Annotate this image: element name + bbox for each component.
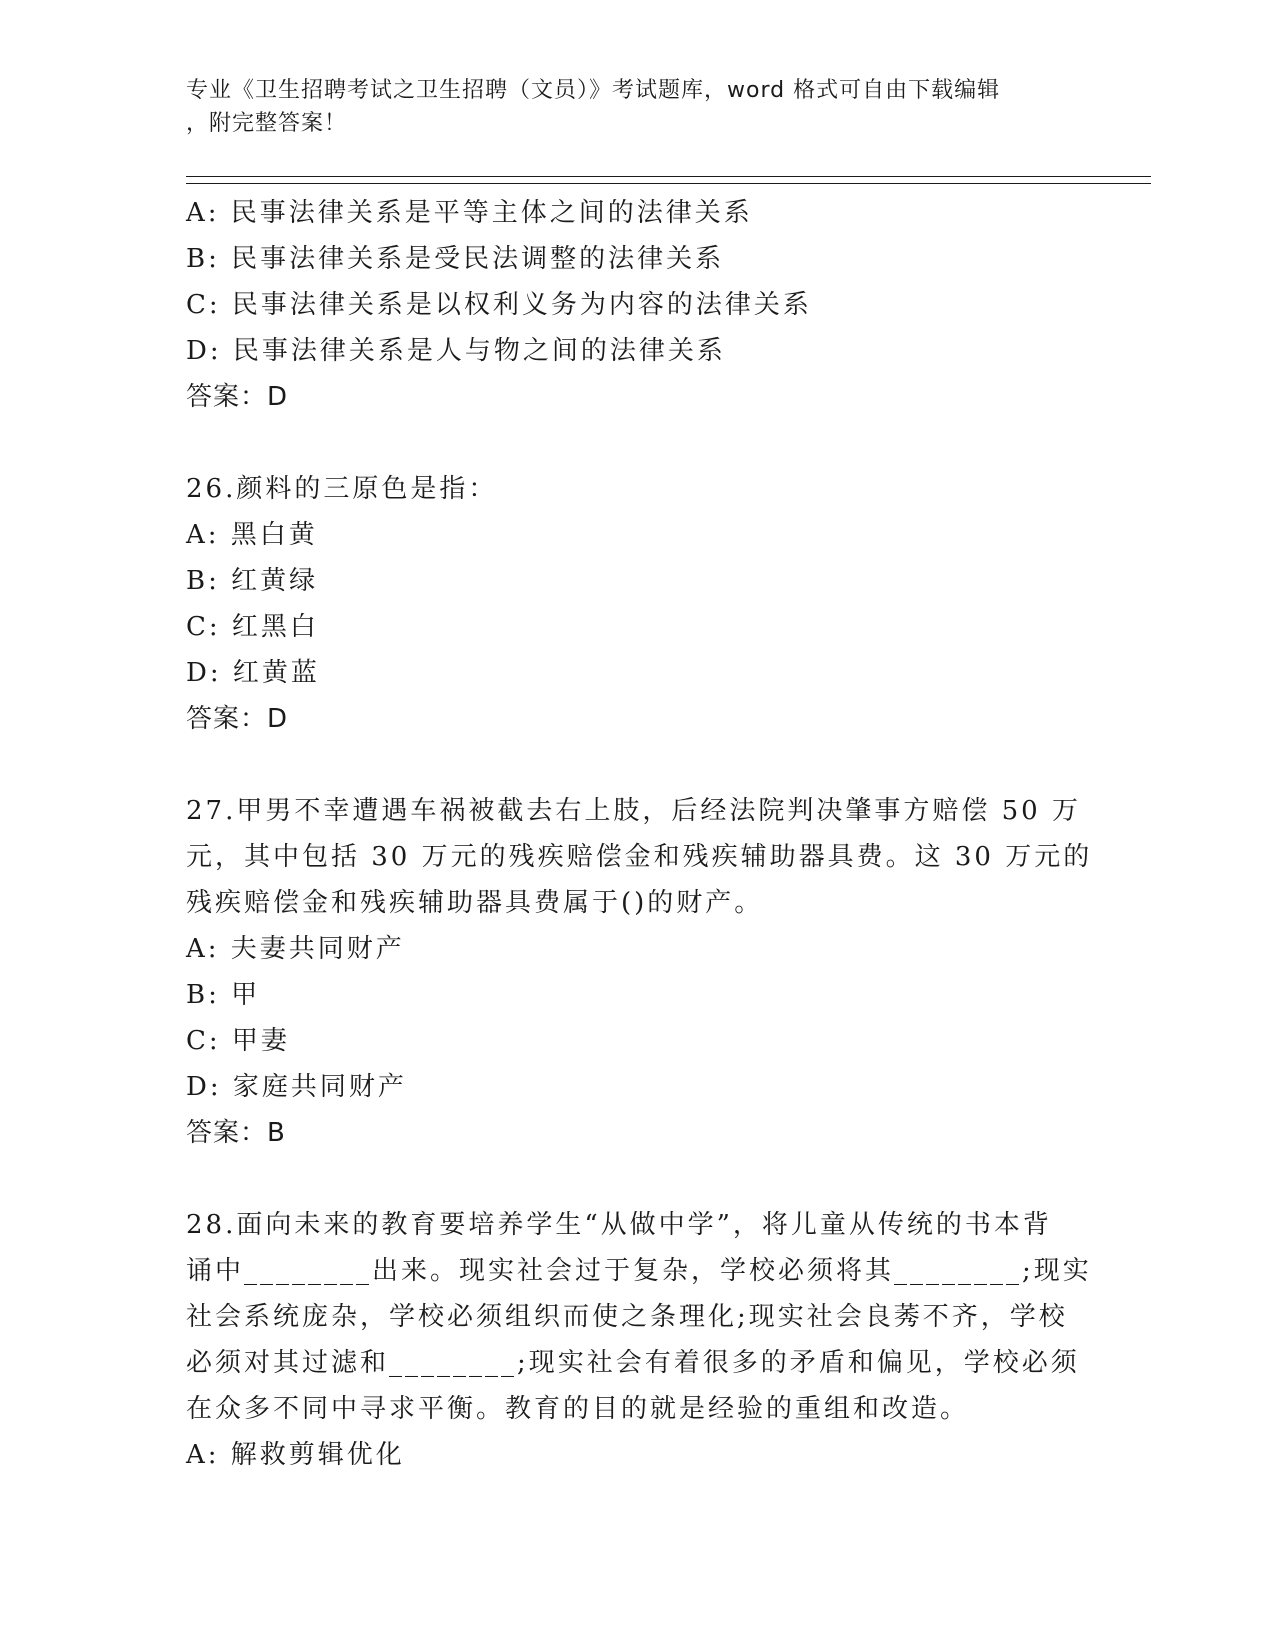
header-line-1: 专业《卫生招聘考试之卫生招聘（文员）》考试题库，word 格式可自由下载编辑: [186, 78, 1001, 103]
option-c: C: 红黑白: [186, 612, 319, 642]
answer: 答案：D: [186, 704, 289, 734]
document-header: [186, 74, 1066, 140]
spacer: [186, 1156, 1086, 1202]
question-26: [186, 466, 1086, 742]
option-d: D: 红黄蓝: [186, 658, 320, 688]
option-b: B: 红黄绿: [186, 566, 319, 596]
header-line-2: ，附完整答案！: [186, 111, 348, 136]
question-text-line: 残疾赔偿金和残疾辅助器具费属于()的财产。: [186, 888, 764, 918]
spacer: [186, 742, 1086, 788]
option-a: A: 黑白黄: [186, 520, 318, 550]
header-rule-top: [186, 176, 1151, 177]
question-list: [186, 190, 1093, 1478]
spacer: [186, 420, 1086, 466]
option-c: C: 甲妻: [186, 1026, 290, 1056]
question-28: [186, 1202, 1092, 1478]
question-text-line: 在众多不同中寻求平衡。教育的目的就是经验的重组和改造。: [186, 1394, 970, 1424]
question-25: [186, 190, 1086, 420]
answer: 答案：D: [186, 382, 289, 412]
option-c: C: 民事法律关系是以权利义务为内容的法律关系: [186, 290, 812, 320]
question-text-line: 诵中________出来。现实社会过于复杂，学校必须将其________;现实: [186, 1256, 1092, 1286]
question-27: [186, 788, 1093, 1156]
answer: 答案：B: [186, 1118, 286, 1148]
question-text-line: 27.甲男不幸遭遇车祸被截去右上肢，后经法院判决肇事方赔偿 50 万: [186, 796, 1081, 826]
question-text: 26.颜料的三原色是指：: [186, 474, 498, 504]
option-b: B: 民事法律关系是受民法调整的法律关系: [186, 244, 725, 274]
option-d: D: 家庭共同财产: [186, 1072, 407, 1102]
question-text-line: 元，其中包括 30 万元的残疾赔偿金和残疾辅助器具费。这 30 万元的: [186, 842, 1093, 872]
option-a: A: 解救剪辑优化: [186, 1440, 405, 1470]
question-text-line: 社会系统庞杂，学校必须组织而使之条理化;现实社会良莠不齐，学校: [186, 1302, 1068, 1332]
question-text-line: 28.面向未来的教育要培养学生“从做中学”，将儿童从传统的书本背: [186, 1210, 1052, 1240]
question-text-line: 必须对其过滤和________;现实社会有着很多的矛盾和偏见，学校必须: [186, 1348, 1080, 1378]
option-a: A: 夫妻共同财产: [186, 934, 405, 964]
option-a: A: 民事法律关系是平等主体之间的法律关系: [186, 198, 753, 228]
header-rule-bottom: [186, 183, 1151, 184]
option-b: B: 甲: [186, 980, 261, 1010]
option-d: D: 民事法律关系是人与物之间的法律关系: [186, 336, 726, 366]
